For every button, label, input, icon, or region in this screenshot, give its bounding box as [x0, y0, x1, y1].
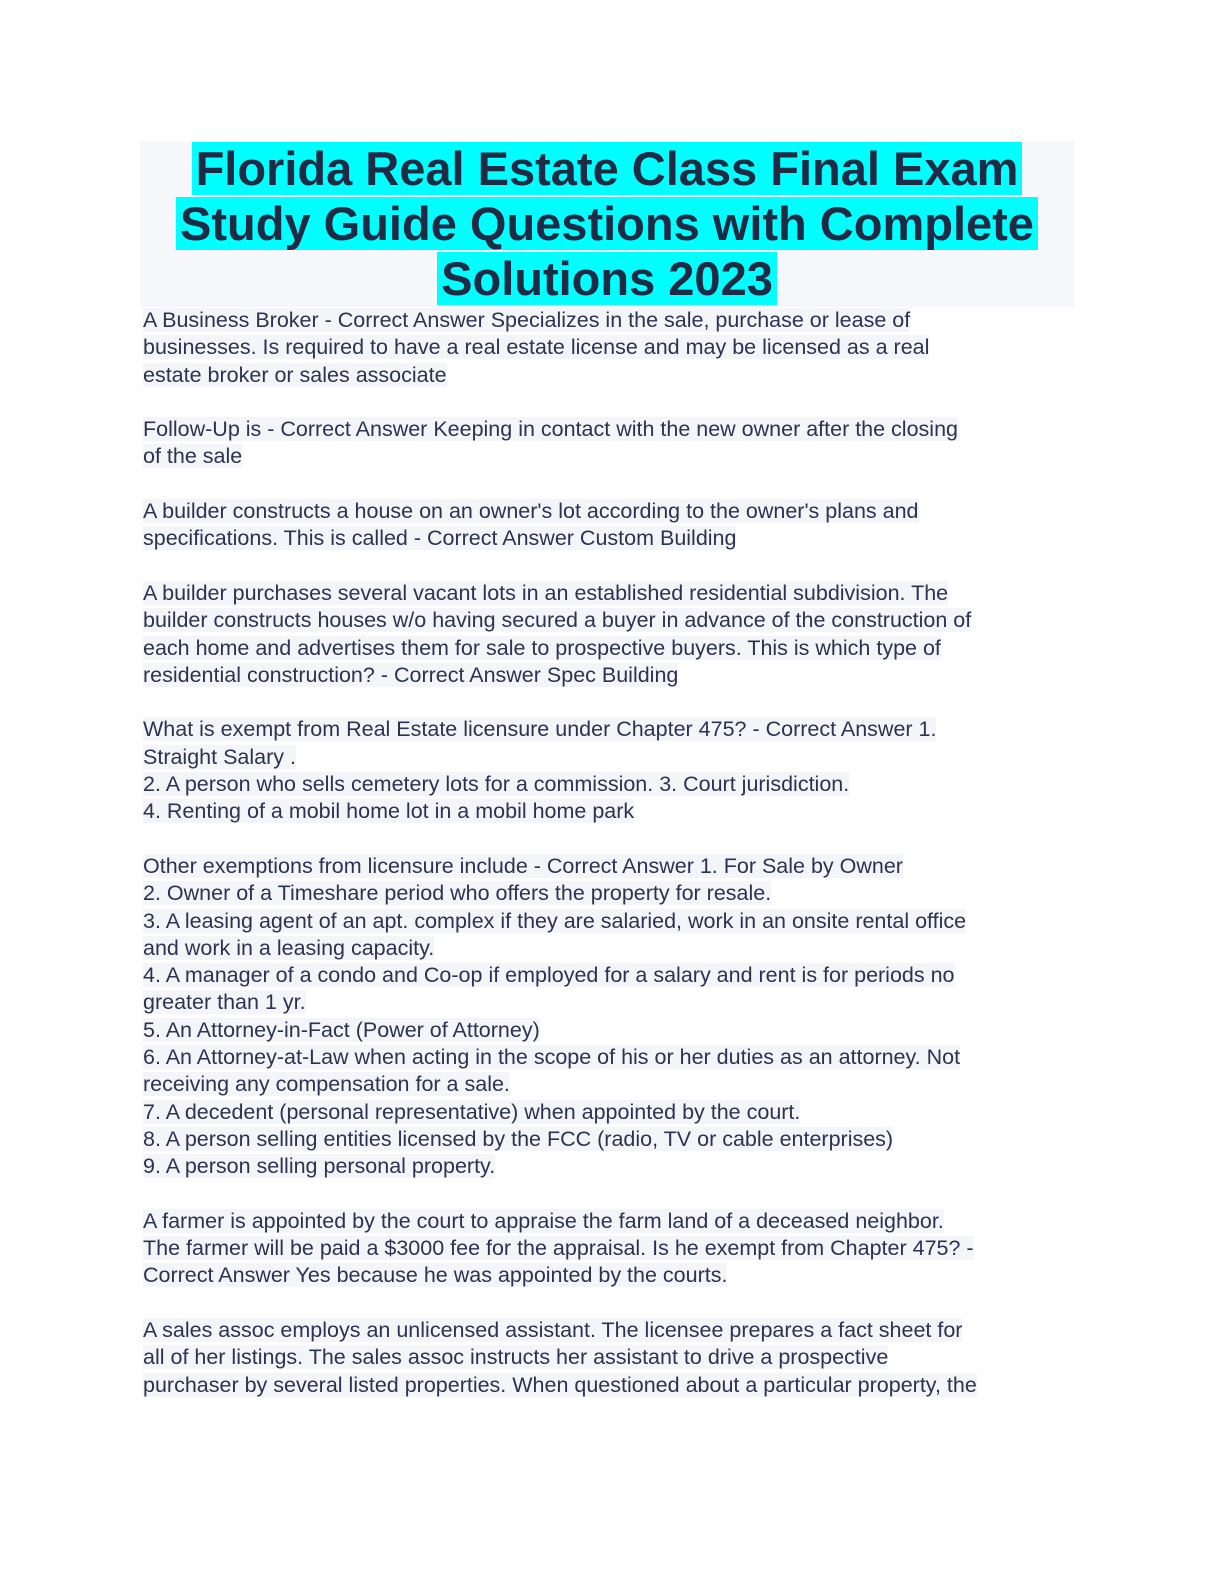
text-line: 2. Owner of a Timeshare period who offers the property for resale.	[143, 881, 772, 906]
qa-paragraph	[143, 498, 1083, 553]
text-line: of the sale	[143, 444, 243, 469]
text-line: builder constructs houses w/o having secured a buyer in advance of the construction of	[143, 608, 972, 633]
text-line: A builder purchases several vacant lots in an established residential subdivision. The	[143, 580, 949, 605]
title-line: Solutions 2023	[140, 251, 1074, 307]
text-line: all of her listings. The sales assoc instructs her assistant to drive a prospective	[143, 1345, 889, 1370]
text-line: 6. An Attorney-at-Law when acting in the scope of his or her duties as an attorney. Not	[143, 1045, 961, 1070]
text-line: each home and advertises them for sale to prospective buyers. This is which type of	[143, 635, 941, 660]
text-line: 5. An Attorney-in-Fact (Power of Attorney)	[143, 1017, 540, 1042]
text-line: The farmer will be paid a $3000 fee for the appraisal. Is he exempt from Chapter 475? -	[143, 1236, 974, 1261]
document-title	[140, 141, 1074, 307]
text-line: 3. A leasing agent of an apt. complex if they are salaried, work in an onsite rental office	[143, 908, 967, 933]
qa-paragraph	[143, 716, 1083, 825]
text-line: A farmer is appointed by the court to appraise the farm land of a deceased neighbor.	[143, 1208, 944, 1233]
text-line: 4. A manager of a condo and Co-op if employed for a salary and rent is for periods no	[143, 963, 955, 988]
text-line: greater than 1 yr.	[143, 990, 306, 1015]
text-line: receiving any compensation for a sale.	[143, 1072, 510, 1097]
text-line: and work in a leasing capacity.	[143, 935, 435, 960]
text-line: businesses. Is required to have a real estate license and may be licensed as a real	[143, 335, 930, 360]
qa-paragraph	[143, 1317, 1083, 1399]
text-line: estate broker or sales associate	[143, 362, 447, 387]
text-line: Follow-Up is - Correct Answer Keeping in contact with the new owner after the closing	[143, 417, 958, 442]
text-line: A sales assoc employs an unlicensed assistant. The licensee prepares a fact sheet for	[143, 1317, 963, 1342]
text-line: 4. Renting of a mobil home lot in a mobil home park	[143, 799, 635, 824]
qa-paragraph	[143, 580, 1083, 689]
text-line: A Business Broker - Correct Answer Specializes in the sale, purchase or lease of	[143, 308, 911, 332]
text-line: 2. A person who sells cemetery lots for a commission. 3. Court jurisdiction.	[143, 772, 850, 797]
text-line: Correct Answer Yes because he was appointed by the courts.	[143, 1263, 728, 1288]
document-body	[143, 307, 1083, 1399]
qa-paragraph	[143, 307, 1083, 389]
qa-paragraph	[143, 1208, 1083, 1290]
text-line: 7. A decedent (personal representative) when appointed by the court.	[143, 1099, 801, 1124]
text-line: Other exemptions from licensure include - Correct Answer 1. For Sale by Owner	[143, 853, 903, 878]
qa-paragraph	[143, 853, 1083, 1181]
text-line: Straight Salary .	[143, 744, 296, 769]
text-line: What is exempt from Real Estate licensure under Chapter 475? - Correct Answer 1.	[143, 717, 937, 742]
qa-paragraph	[143, 416, 1083, 471]
text-line: 8. A person selling entities licensed by the FCC (radio, TV or cable enterprises)	[143, 1126, 894, 1151]
text-line: purchaser by several listed properties. When questioned about a particular property, the	[143, 1372, 977, 1397]
title-line: Study Guide Questions with Complete	[140, 196, 1074, 252]
text-line: 9. A person selling personal property.	[143, 1154, 496, 1179]
text-line: residential construction? - Correct Answer Spec Building	[143, 662, 679, 687]
title-line: Florida Real Estate Class Final Exam	[140, 141, 1074, 197]
text-line: A builder constructs a house on an owner's lot according to the owner's plans and	[143, 499, 919, 524]
text-line: specifications. This is called - Correct Answer Custom Building	[143, 526, 737, 551]
